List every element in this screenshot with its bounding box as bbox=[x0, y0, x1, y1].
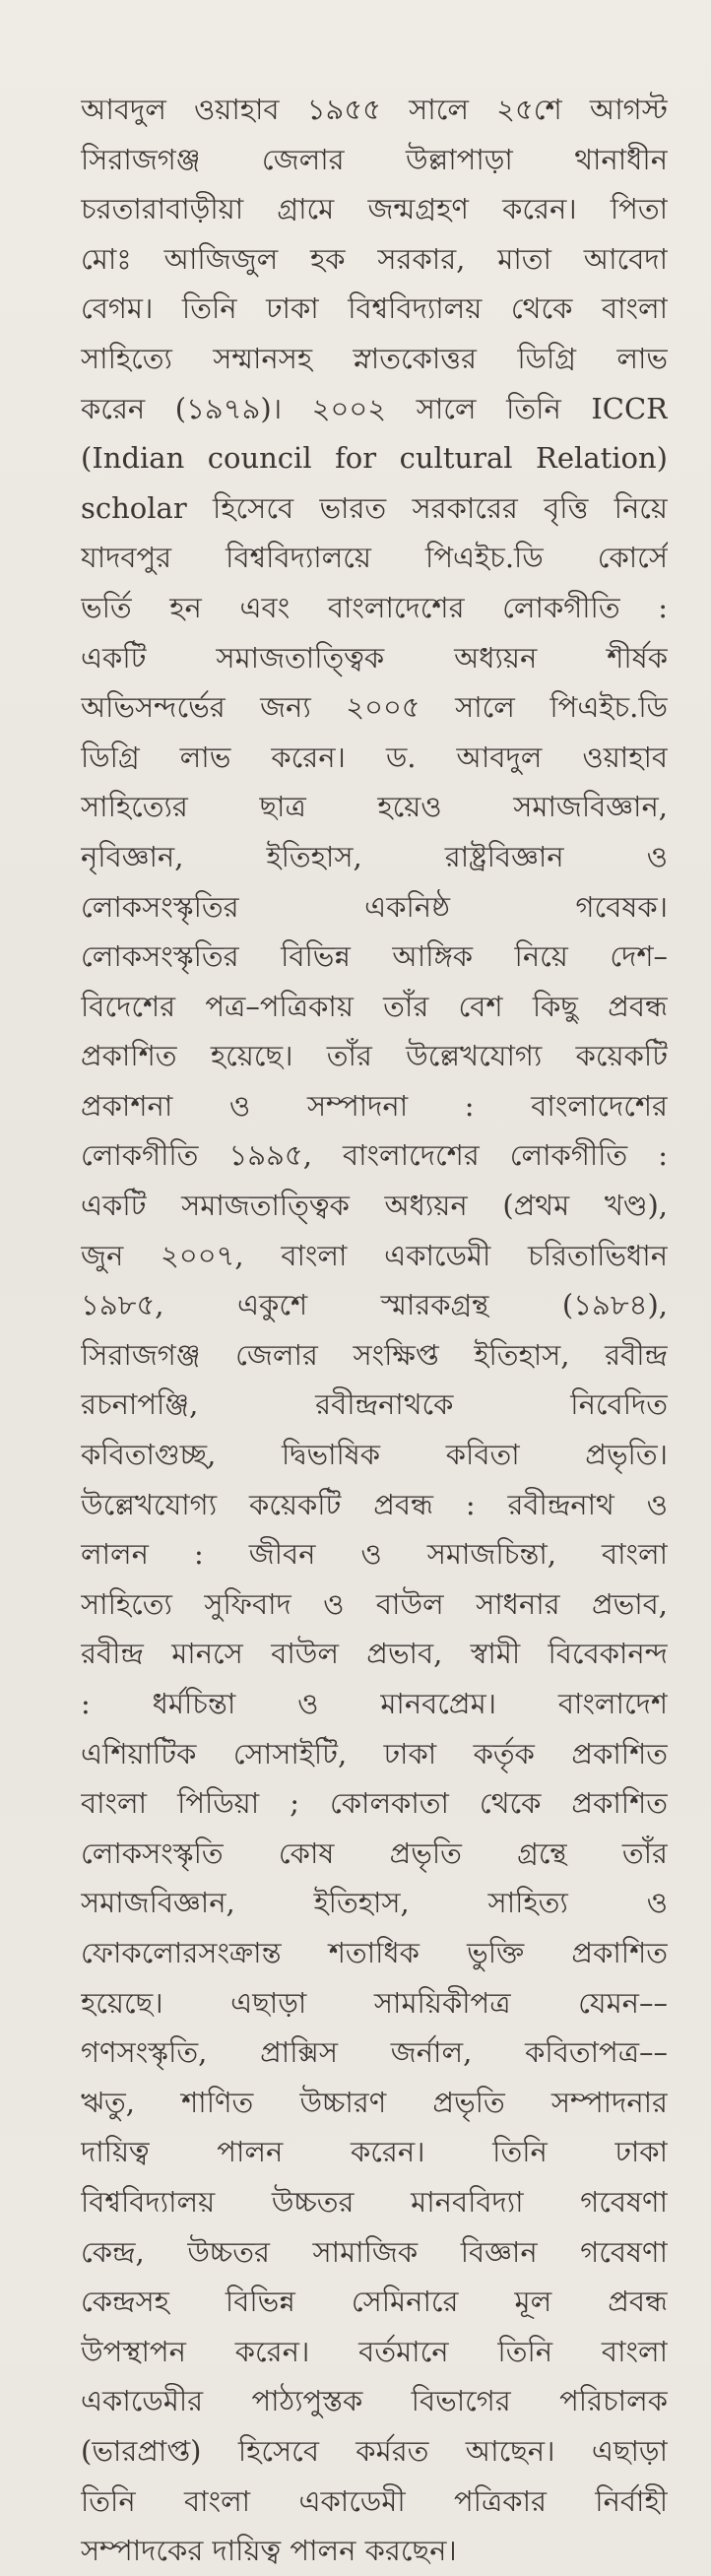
biography-paragraph bbox=[81, 85, 668, 2576]
text-line: সাহিত্যের ছাত্র হয়েও সমাজবিজ্ঞান, bbox=[81, 790, 668, 824]
text-line: নৃবিজ্ঞান, ইতিহাস, রাষ্ট্রবিজ্ঞান ও bbox=[81, 839, 668, 873]
text-line: অভিসন্দর্ভের জন্য ২০০৫ সালে পিএইচ.ডি bbox=[81, 690, 668, 725]
text-line: (ভারপ্রাপ্ত) হিসেবে কর্মরত আছেন। এছাড়া bbox=[81, 2433, 668, 2468]
text-line: কেন্দ্র, উচ্চতর সামাজিক বিজ্ঞান গবেষণা bbox=[81, 2234, 668, 2269]
text-line: জুন ২০০৭, বাংলা একাডেমী চরিতাভিধান bbox=[81, 1238, 668, 1272]
text-line: লোকগীতি ১৯৯৫, বাংলাদেশের লোকগীতি : bbox=[81, 1138, 668, 1173]
text-line: এশিয়াটিক সোসাইটি, ঢাকা কর্তৃক প্রকাশিত bbox=[81, 1736, 668, 1771]
text-line: ফোকলোরসংক্রান্ত শতাধিক ভুক্তি প্রকাশিত bbox=[81, 1935, 668, 1969]
text-line: কবিতাগুচ্ছ, দ্বিভাষিক কবিতা প্রভৃতি। bbox=[81, 1438, 668, 1472]
text-line: সাহিত্যে সম্মানসহ স্নাতকোত্তর ডিগ্রি লাভ bbox=[81, 341, 668, 375]
text-line: সিরাজগঞ্জ জেলার উল্লাপাড়া থানাধীন bbox=[81, 142, 668, 176]
text-line: ১৯৮৫, একুশে স্মারকগ্রন্থ (১৯৮৪), bbox=[81, 1288, 668, 1322]
text-line: কেন্দ্রসহ বিভিন্ন সেমিনারে মূল প্রবন্ধ bbox=[81, 2285, 668, 2319]
text-line: যাদবপুর বিশ্ববিদ্যালয়ে পিএইচ.ডি কোর্সে bbox=[81, 541, 668, 575]
text-line: scholar হিসেবে ভারত সরকারের বৃত্তি নিয়ে bbox=[81, 490, 668, 525]
text-line: একটি সমাজতাত্ত্বিক অধ্যয়ন শীর্ষক bbox=[81, 640, 668, 675]
text-line: গণসংস্কৃতি, প্রাক্সিস জর্নাল, কবিতাপত্র–– bbox=[81, 2035, 668, 2070]
text-line: সিরাজগঞ্জ জেলার সংক্ষিপ্ত ইতিহাস, রবীন্দ্র bbox=[81, 1337, 668, 1372]
text-line: আবদুল ওয়াহাব ১৯৫৫ সালে ২৫শে আগস্ট bbox=[81, 93, 668, 126]
text-line: চরতারাবাড়ীয়া গ্রামে জন্মগ্রহণ করেন। পিতা bbox=[81, 192, 668, 226]
text-line: তিনি বাংলা একাডেমী পত্রিকার নির্বাহী bbox=[81, 2483, 668, 2518]
text-line: বাংলা পিডিয়া ; কোলকাতা থেকে প্রকাশিত bbox=[81, 1786, 668, 1821]
text-line: ঋতু, শাণিত উচ্চারণ প্রভৃতি সম্পাদনার bbox=[81, 2085, 668, 2119]
text-line: মোঃ আজিজুল হক সরকার, মাতা আবেদা bbox=[81, 241, 668, 276]
text-line: একটি সমাজতাত্ত্বিক অধ্যয়ন (প্রথম খণ্ড), bbox=[81, 1189, 668, 1223]
text-line: রবীন্দ্র মানসে বাউল প্রভাব, স্বামী বিবেকানন্দ bbox=[81, 1637, 668, 1671]
text-line: একাডেমীর পাঠ্যপুস্তক বিভাগের পরিচালক bbox=[81, 2384, 668, 2418]
text-line: বিশ্ববিদ্যালয় উচ্চতর মানববিদ্যা গবেষণা bbox=[81, 2184, 668, 2219]
text-line: লোকসংস্কৃতি কোষ প্রভৃতি গ্রন্থে তাঁর bbox=[81, 1835, 668, 1870]
text-line: লোকসংস্কৃতির বিভিন্ন আঙ্গিক নিয়ে দেশ– bbox=[81, 939, 668, 974]
text-line: (Indian council for cultural Relation) bbox=[81, 441, 668, 476]
text-line: সাহিত্যে সুফিবাদ ও বাউল সাধনার প্রভাব, bbox=[81, 1586, 668, 1621]
text-line: সমাজবিজ্ঞান, ইতিহাস, সাহিত্য ও bbox=[81, 1886, 668, 1920]
text-line: প্রকাশনা ও সম্পাদনা : বাংলাদেশের bbox=[81, 1088, 668, 1123]
text-line: করেন (১৯৭৯)। ২০০২ সালে তিনি ICCR bbox=[81, 391, 668, 425]
text-line: উপস্থাপন করেন। বর্তমানে তিনি বাংলা bbox=[81, 2334, 668, 2368]
text-line: প্রকাশিত হয়েছে। তাঁর উল্লেখযোগ্য কয়েকটি bbox=[81, 1039, 668, 1073]
text-line: দায়িত্ব পালন করেন। তিনি ঢাকা bbox=[81, 2135, 668, 2169]
text-line: রচনাপঞ্জি, রবীন্দ্রনাথকে নিবেদিত bbox=[81, 1387, 668, 1422]
text-line: হয়েছে। এছাড়া সাময়িকীপত্র যেমন–– bbox=[81, 1985, 668, 2020]
text-line: লোকসংস্কৃতির একনিষ্ঠ গবেষক। bbox=[81, 889, 668, 924]
text-line: ভর্তি হন এবং বাংলাদেশের লোকগীতি : bbox=[81, 590, 668, 624]
text-line: সম্পাদকের দায়িত্ব পালন করছেন। bbox=[81, 2534, 457, 2568]
text-line: উল্লেখযোগ্য কয়েকটি প্রবন্ধ : রবীন্দ্রনাথ ও bbox=[81, 1487, 668, 1521]
text-line: ডিগ্রি লাভ করেন। ড. আবদুল ওয়াহাব bbox=[81, 740, 668, 774]
text-line: বেগম। তিনি ঢাকা বিশ্ববিদ্যালয় থেকে বাংলা bbox=[81, 291, 668, 326]
text-line: : ধর্মচিন্তা ও মানবপ্রেম। বাংলাদেশ bbox=[81, 1687, 668, 1720]
text-line: লালন : জীবন ও সমাজচিন্তা, বাংলা bbox=[81, 1537, 668, 1572]
text-line: বিদেশের পত্র–পত্রিকায় তাঁর বেশ কিছু প্রবন্ধ bbox=[81, 989, 668, 1023]
